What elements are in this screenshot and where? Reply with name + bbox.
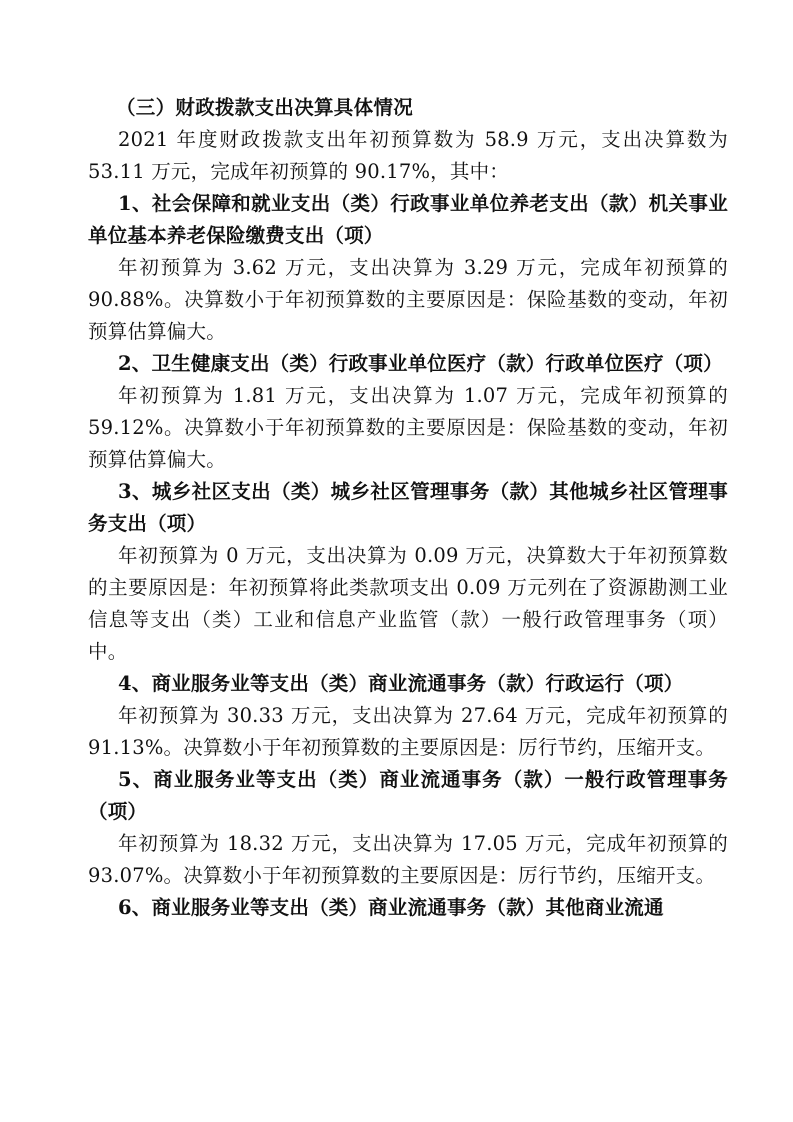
item-5-body: 年初预算为 18.32 万元，支出决算为 17.05 万元，完成年初预算的 93.07%。决算数小于年初预算数的主要原因是：厉行节约，压缩开支。 — [88, 832, 728, 887]
item-5-title: 5、商业服务业等支出（类）商业流通事务（款）一般行政管理事务（项） — [88, 768, 728, 823]
item-4-body: 年初预算为 30.33 万元，支出决算为 27.64 万元，完成年初预算的 91.13%。决算数小于年初预算数的主要原因是：厉行节约，压缩开支。 — [88, 704, 728, 759]
document-page — [88, 92, 728, 924]
item-3-title: 3、城乡社区支出（类）城乡社区管理事务（款）其他城乡社区管理事务支出（项） — [88, 480, 728, 535]
section-title: （三）财政拨款支出决算具体情况 — [116, 96, 414, 119]
item-1-title: 1、社会保障和就业支出（类）行政事业单位养老支出（款）机关事业单位基本养老保险缴费支出（项） — [88, 192, 728, 247]
item-6-title: 6、商业服务业等支出（类）商业流通事务（款）其他商业流通 — [118, 896, 664, 919]
item-4-title: 4、商业服务业等支出（类）商业流通事务（款）行政运行（项） — [118, 672, 684, 695]
item-2-title: 2、卫生健康支出（类）行政事业单位医疗（款）行政单位医疗（项） — [118, 352, 723, 375]
item-2-body: 年初预算为 1.81 万元，支出决算为 1.07 万元，完成年初预算的 59.12%。决算数小于年初预算数的主要原因是：保险基数的变动，年初预算估算偏大。 — [88, 384, 728, 471]
item-1-body: 年初预算为 3.62 万元，支出决算为 3.29 万元，完成年初预算的 90.88%。决算数小于年初预算数的主要原因是：保险基数的变动，年初预算估算偏大。 — [88, 256, 728, 343]
intro-paragraph: 2021 年度财政拨款支出年初预算数为 58.9 万元，支出决算数为 53.11 万元，完成年初预算的 90.17%，其中： — [88, 128, 728, 183]
item-3-body: 年初预算为 0 万元，支出决算为 0.09 万元，决算数大于年初预算数的主要原因是：年初预算将此类款项支出 0.09 万元列在了资源勘测工业信息等支出（类）工业和信息产业监管（款）一般行政管理事务（项）中。 — [88, 544, 728, 663]
